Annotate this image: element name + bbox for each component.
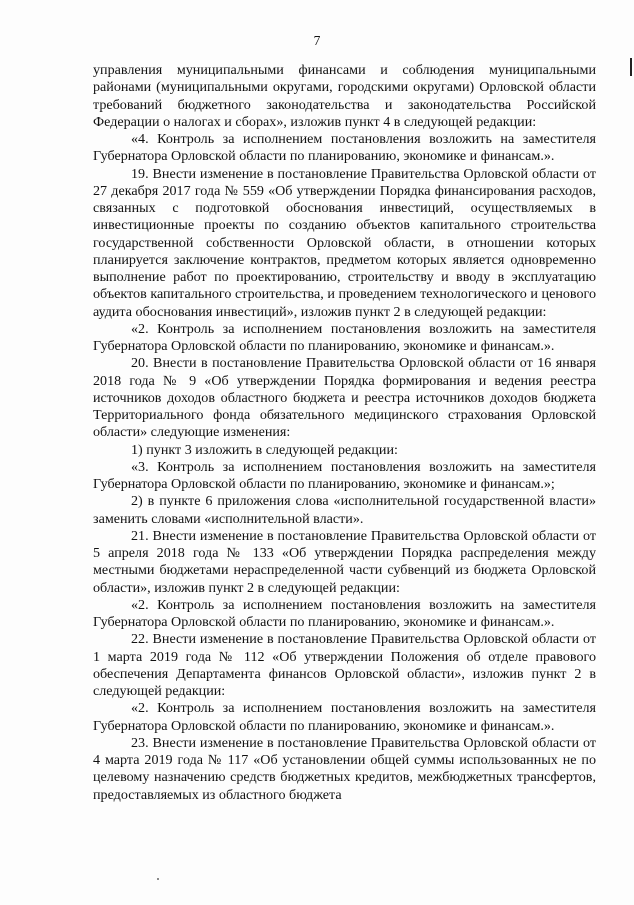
scan-speck (157, 878, 159, 880)
paragraph: управления муниципальными финансами и соблюдения муниципальными районами (муниципальными округами, городскими округами) Орловской области требований бюджетного законодательства и законодательства Российской Федерации о налогах и сборах», изложив пункт 4 в следующей редакции: (93, 62, 596, 130)
paragraph: 23. Внести изменение в постановление Правительства Орловской области от 4 марта 2019 года № 117 «Об установлении общей суммы использованных не по целевому назначению средств бюджетных кредитов, межбюджетных трансфертов, предоставляемых из областного бюджета (93, 734, 596, 803)
paragraph: 20. Внести в постановление Правительства Орловской области от 16 января 2018 года № 9 «Об утверждении Порядка формирования и ведения реестра источников доходов областного бюджета и реестра источников доходов бюджета Территориального фонда обязательного медицинского страхования Орловской области» следующие изменения: (93, 355, 596, 441)
page-number: 7 (313, 33, 321, 48)
paragraph: 19. Внести изменение в постановление Правительства Орловской области от 27 декабря 2017 года № 559 «Об утверждении Порядка финансирования расходов, связанных с подготовкой обоснования инвестиций, осуществляемых в инвестиционные проекты по созданию объектов капитального строительства государственной собственности Орловской области, в отношении которых планируется заключение контрактов, предметом которых является одновременно выполнение работ по проектированию, строительству и вводу в эксплуатацию объектов капитального строительства, и проведением технологического и ценового аудита обоснования инвестиций», изложив пункт 2 в следующей редакции: (93, 165, 596, 320)
paragraph: 22. Внести изменение в постановление Правительства Орловской области от 1 марта 2019 года № 112 «Об утверждении Положения об отделе правового обеспечения Департамента финансов Орловской области», изложив пункт 2 в следующей редакции: (93, 631, 596, 699)
document-body (93, 62, 596, 804)
scan-edge-mark (630, 58, 632, 76)
paragraph: «2. Контроль за исполнением постановления возложить на заместителя Губернатора Орловской области по планированию, экономике и финансам.». (93, 700, 596, 734)
paragraph: 2) в пункте 6 приложения слова «исполнительной государственной власти» заменить словами «исполнительной власти». (93, 493, 596, 527)
paragraph: «2. Контроль за исполнением постановления возложить на заместителя Губернатора Орловской области по планированию, экономике и финансам.». (93, 320, 596, 354)
paragraph: 21. Внести изменение в постановление Правительства Орловской области от 5 апреля 2018 года № 133 «Об утверждении Порядка распределения между местными бюджетами нераспределенной части субвенций из бюджета Орловской области», изложив пункт 2 в следующей редакции: (93, 527, 596, 596)
paragraph: «2. Контроль за исполнением постановления возложить на заместителя Губернатора Орловской области по планированию, экономике и финансам.». (93, 596, 596, 630)
paragraph: 1) пункт 3 изложить в следующей редакции: (131, 441, 398, 458)
paragraph: «4. Контроль за исполнением постановления возложить на заместителя Губернатора Орловской области по планированию, экономике и финансам.». (93, 131, 596, 165)
paragraph: «3. Контроль за исполнением постановления возложить на заместителя Губернатора Орловской области по планированию, экономике и финансам.»; (93, 458, 596, 492)
